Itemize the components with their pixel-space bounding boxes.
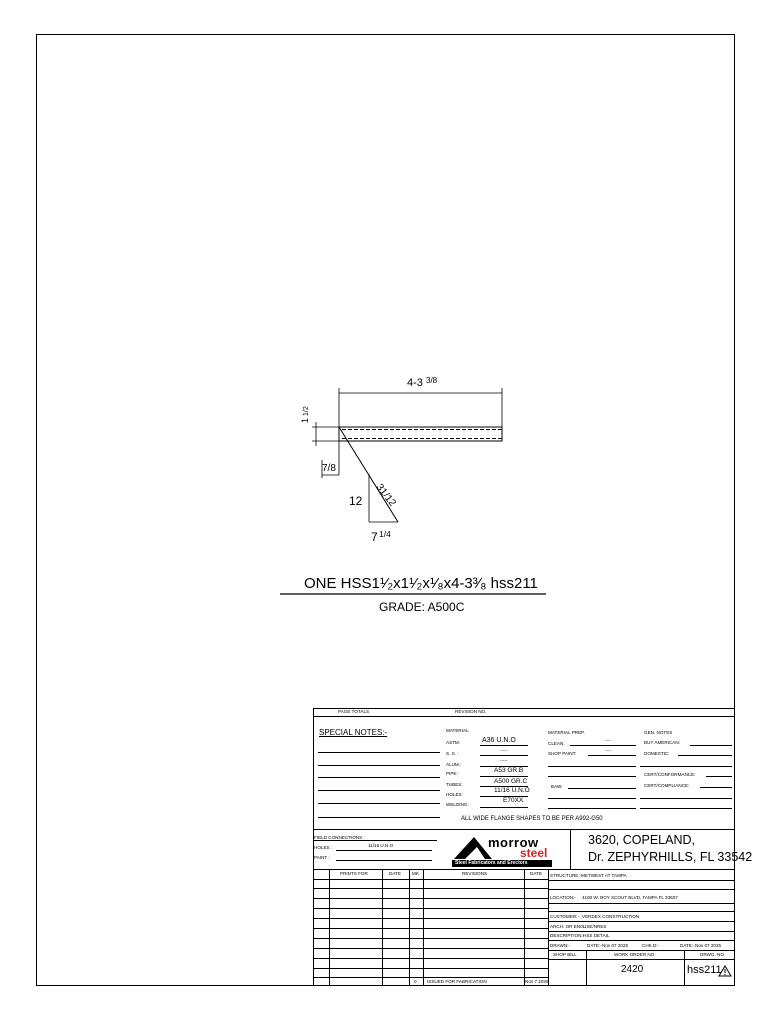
holes-value: 11/16 U.N.O	[368, 843, 394, 848]
dim-rise: 12	[349, 494, 363, 508]
arch-eng-value: USE/NRES	[583, 924, 607, 929]
rev-row-date: Nov 7 2025	[525, 979, 549, 984]
location-value: 4160 W. BOY SCOUT BLVD, TAMPA FL 33607	[582, 895, 678, 900]
material-pipe-value: A53 GR.B	[494, 767, 524, 774]
warning-triangle-icon	[718, 965, 732, 977]
field-connections-label: FIELD CONNECTIONS :	[314, 835, 365, 840]
drwg-no-label: DRWG. NO.	[700, 952, 726, 957]
description-value: HSS DETAIL	[583, 933, 610, 938]
address-line-2: Dr. ZEPHYRHILLS, FL 33542	[588, 850, 753, 864]
member-grade: GRADE: A500C	[379, 600, 465, 614]
member-title: ONE HSS1¹⁄₂x1¹⁄₂x¹⁄₈x4-3³⁄₈ hss211	[304, 575, 538, 592]
revision-no-label: REVISION NO.	[455, 709, 487, 714]
rev-header-prints-for: PRINTS FOR	[340, 871, 368, 876]
page-totals-label: PAGE TOTALS	[338, 709, 370, 714]
material-alum-label: ALUM.:	[446, 762, 462, 767]
structure-label: STRUCTURE:-	[550, 873, 582, 878]
arch-eng-label: ARCH. OR ENG.:	[550, 924, 587, 929]
paint-label: PAINT :	[314, 855, 330, 860]
dim-slope: 31/12	[373, 482, 398, 509]
material-pipe-label: PIPE:	[446, 771, 458, 776]
logo-tagline: Steel Fabricators and Erectors	[455, 860, 528, 866]
material-ss-value: -----	[500, 748, 508, 753]
shop-paint-label: SHOP PAINT:	[548, 751, 577, 756]
address-line-1: 3620, COPELAND,	[588, 833, 695, 847]
date2-label: DATE:-	[680, 943, 695, 948]
baw-label: BAW:	[551, 784, 563, 789]
material-astm-label: ASTM:	[446, 740, 461, 745]
buy-american-label: BUY AMERICAN:	[644, 740, 680, 745]
customer-value: VERDEX CONSTRUCTION	[582, 914, 640, 919]
company-logo	[452, 834, 552, 868]
material-tubes-label: TUBES:	[446, 782, 463, 787]
dim-left-label: 1	[300, 417, 310, 423]
dim-run: 7	[371, 530, 378, 544]
rev-header-date: DATE	[389, 871, 401, 876]
material-astm-value: A36 U.N.O	[482, 737, 516, 744]
material-ss-label: S. S. :	[446, 751, 459, 756]
rev-header-mk: MK	[412, 871, 419, 876]
rev-header-date-2: DATE	[530, 871, 542, 876]
domestic-label: DOMESTIC:	[644, 751, 670, 756]
material-heading: MATERIAL	[446, 728, 469, 733]
logo-word-steel: steel	[520, 846, 548, 860]
dim-top-label: 4-3	[407, 377, 423, 389]
dim-top-frac: 3/8	[426, 376, 438, 385]
shop-bill-label: SHOP BILL	[553, 952, 577, 957]
gen-notes-label: GEN. NOTES	[644, 730, 673, 735]
logo-word-morrow: morrow	[488, 835, 539, 850]
dim-left-frac: 1/2	[303, 406, 310, 416]
customer-label: CUSTOMER:-	[550, 914, 580, 919]
rev-row-mk: 0	[414, 979, 417, 984]
cert-compliance-label: CERT/COMPLIANCE:	[644, 783, 690, 788]
clean-label: CLEAN:	[548, 741, 565, 746]
dim-small-frac: 7/8	[322, 463, 336, 474]
date-value: Nov 07 2025	[602, 943, 629, 948]
special-notes-label: SPECIAL NOTES:-	[319, 728, 388, 737]
clean-value: ----	[605, 738, 612, 743]
chkd-label: CHK.D:-	[642, 943, 660, 948]
work-order-value: 2420	[621, 964, 644, 975]
material-tubes-value: A500 GR.C	[494, 778, 528, 785]
material-holes-label: HOLES:	[446, 792, 463, 797]
structure-value: METWEST AT TAMPA	[581, 873, 627, 878]
shop-paint-value: ----	[605, 748, 612, 753]
holes-label: HOLES :	[314, 845, 333, 850]
drwg-no-value: hss211	[687, 964, 722, 976]
material-welding-label: WELDING:	[446, 802, 469, 807]
material-welding-value: E70XX	[503, 797, 524, 804]
cert-conformance-label: CERT/CONFORMANCE:	[644, 772, 696, 777]
location-label: LOCATION:-	[550, 895, 576, 900]
material-alum-value: -----	[500, 758, 508, 763]
date2-value: Nov 07 2025	[695, 943, 722, 948]
drawn-label: DRAWN:-	[550, 943, 570, 948]
material-holes-value: 11/16 U.N.O	[494, 787, 530, 794]
dim-run-frac: 1/4	[379, 529, 391, 539]
description-label: DESCRIPTION:-	[550, 933, 585, 938]
material-prep-label: MATERIAL PREP.	[548, 730, 585, 735]
date-label: DATE:-	[587, 943, 602, 948]
work-order-label: WORK ORDER NO.	[614, 952, 656, 957]
rev-row-revision: ISSUED FOR FABRICATION	[427, 979, 487, 984]
rev-header-revisions: REVISIONS	[462, 871, 488, 876]
wide-flange-note: ALL WIDE FLANGE SHAPES TO BE PER A992-G50	[461, 816, 603, 822]
